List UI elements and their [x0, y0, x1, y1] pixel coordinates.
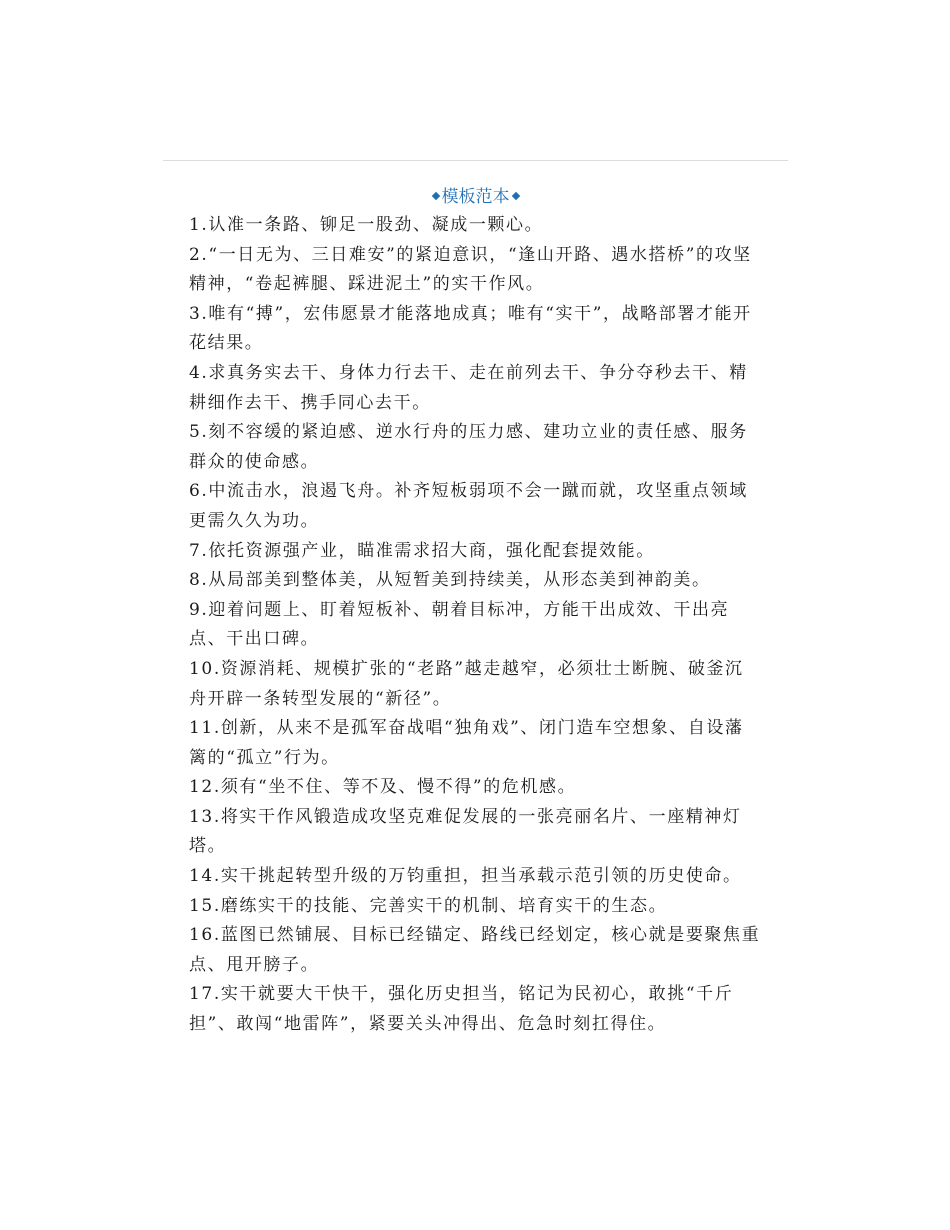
list-item: 12.须有“坐不住、等不及、慢不得”的危机感。: [189, 777, 577, 798]
list-item: 4.求真务实去干、身体力行去干、走在前列去干、争分夺秒去干、精耕细作去干、携手同心去干。: [189, 362, 748, 413]
top-divider: [163, 160, 788, 161]
list-item: 7.依托资源强产业，瞄准需求招大商，强化配套提效能。: [189, 540, 655, 561]
page-title-text: 模板范本: [441, 187, 510, 207]
list-item: 8.从局部美到整体美，从短暂美到持续美，从形态美到神韵美。: [189, 570, 711, 591]
list-item: 14.实干挑起转型升级的万钧重担，担当承载示范引领的历史使命。: [189, 866, 742, 887]
list-item: 16.蓝图已然铺展、目标已经锚定、路线已经划定，核心就是要聚焦重点、甩开膀子。: [189, 925, 761, 975]
page-title: [163, 184, 788, 210]
list-item: 3.唯有“搏”，宏伟愿景才能落地成真；唯有“实干”，战略部署才能开花结果。: [189, 303, 752, 354]
list-item: 5.刻不容缓的紧迫感、逆水行舟的压力感、建功立业的责任感、服务群众的使命感。: [189, 422, 748, 472]
list-item: 13.将实干作风锻造成攻坚克难促发展的一张亮丽名片、一座精神灯塔。: [189, 806, 742, 857]
list-item: 11.创新，从来不是孤军奋战唱“独角戏”、闭门造车空想象、自设藩篱的“孤立”行为。: [189, 718, 744, 768]
list-item: 6.中流击水，浪遏飞舟。补齐短板弱项不会一蹴而就，攻坚重点领域更需久久为功。: [189, 481, 748, 531]
list-item: 10.资源消耗、规模扩张的“老路”越走越窄，必须壮士断腕、破釜沉舟开辟一条转型发展的“新径”。: [189, 658, 744, 709]
document-body: [189, 211, 761, 1040]
list-item: 2.“一日无为、三日难安”的紧迫意识，“逢山开路、遇水搭桥”的攻坚精神，“卷起裤腿、踩进泥土”的实干作风。: [189, 244, 752, 295]
list-item: 1.认准一条路、铆足一股劲、凝成一颗心。: [189, 215, 544, 235]
list-item: 15.磨练实干的技能、完善实干的机制、培育实干的生态。: [189, 895, 668, 916]
diamond-right-icon: [511, 191, 519, 199]
list-item: 17.实干就要大干快干，强化历史担当，铭记为民初心，敢挑“千斤担”、敢闯“地雷阵”，紧要关头冲得出、危急时刻扛得住。: [189, 984, 734, 1035]
diamond-left-icon: [431, 191, 439, 199]
list-item: 9.迎着问题上、盯着短板补、朝着目标冲，方能干出成效、干出亮点、干出口碑。: [189, 599, 730, 650]
